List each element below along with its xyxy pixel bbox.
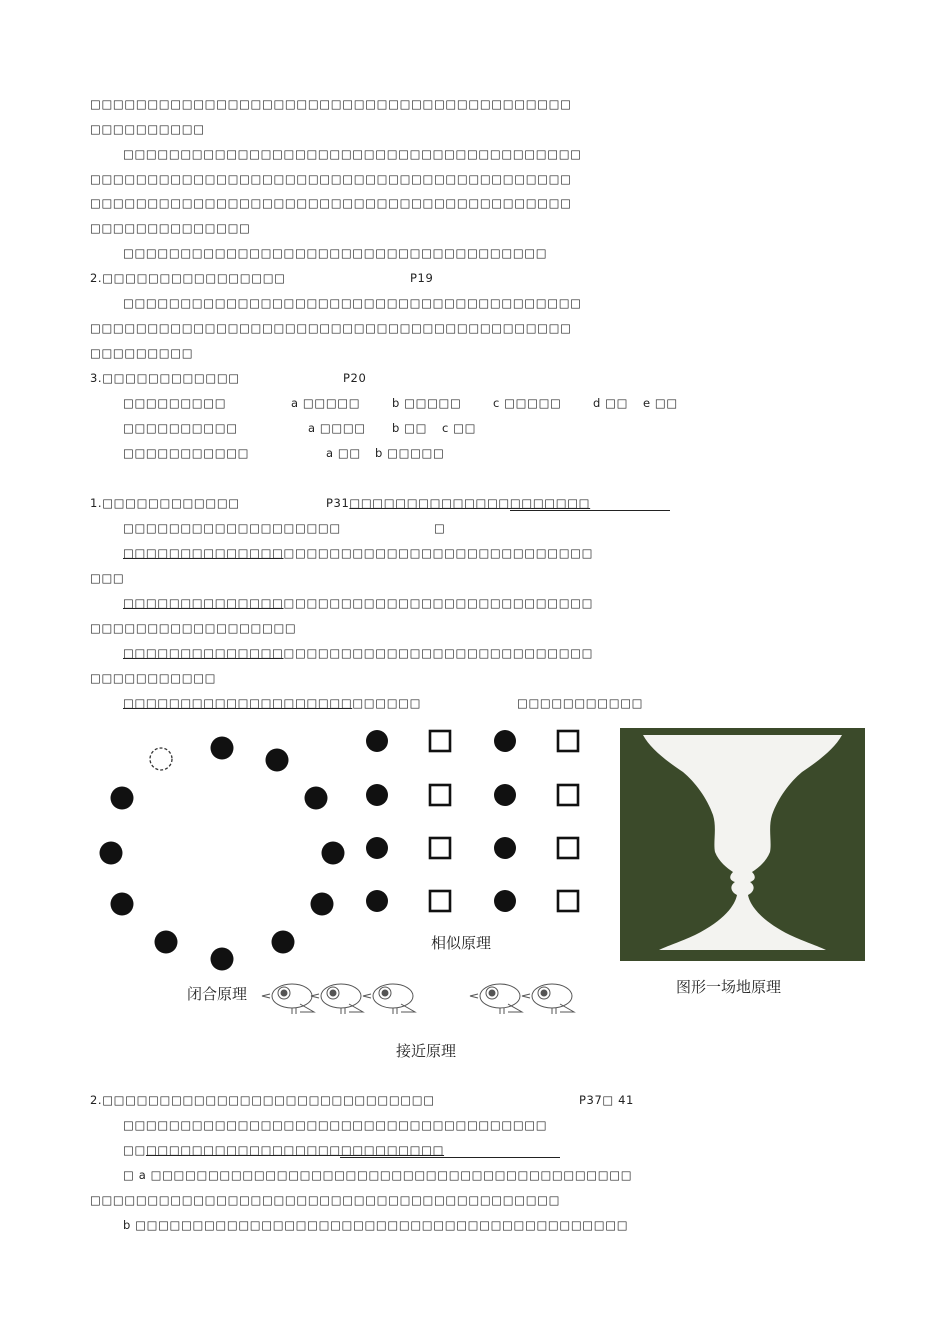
dot <box>100 842 123 865</box>
option-a: a □□ <box>326 446 361 460</box>
text-line: □ <box>434 521 446 535</box>
figure-ground-image <box>620 728 865 961</box>
section-heading <box>90 1093 435 1107</box>
page-number: P31 <box>326 496 350 510</box>
text-line: □□□□□□□□□□□□□□□□□□□□□□□□□□□□□□□□□□□□□□□□□ <box>90 1193 561 1207</box>
page-reference: P37□ 41 <box>579 1093 634 1107</box>
text-rest: □□□□□□□□□□□□□□□□□□□□□□□□□□□ <box>283 596 594 610</box>
dot <box>155 931 178 954</box>
option-row-label: □□□□□□□□□□ <box>123 421 238 435</box>
square <box>558 891 578 911</box>
blank-underline <box>340 1157 560 1158</box>
text-rest: □□□□□□ <box>352 696 422 710</box>
dot <box>366 837 388 859</box>
dot <box>311 893 334 916</box>
square <box>558 838 578 858</box>
text-line: □□□□□□□□□□□ <box>517 696 644 710</box>
bird-icon <box>262 984 314 1014</box>
text-line: □□□□□□□□□□□ <box>90 671 217 685</box>
dot <box>494 784 516 806</box>
square <box>430 838 450 858</box>
underlined-term: □□□□□□□□□□□□□□ <box>123 596 284 610</box>
heading-number: 3. <box>90 371 103 385</box>
underlined-term: □□□□□□□□□□□□□□□□□□□□ <box>123 696 353 710</box>
text-line: □□□□□□□□□□□□□□□□□□□□□□□□□□□□□□□□□□□□□□□□ <box>123 296 582 310</box>
text-line: □□□□□□□□□□□□□□□□□□□□□□□□□□□□□□□□□□□□□□□□□□ <box>90 321 572 335</box>
dot <box>211 737 234 760</box>
bird-icon <box>522 984 574 1014</box>
square <box>558 731 578 751</box>
text-line: □□□□□□□□□□□□□□ <box>90 221 251 235</box>
option-b: b □□□□□ <box>375 446 445 460</box>
text-line: □□□□□□□□□□□□□□□□□□□□□□□□□□□□□□□□□□□□□ <box>123 246 548 260</box>
text-rest: □□□□□□□□□□□□□□□□□□□□□□□□□□□ <box>283 546 594 560</box>
option-d: d □□ <box>593 396 629 410</box>
dot <box>366 730 388 752</box>
bird-icon <box>470 984 522 1014</box>
option-row-label: □□□□□□□□□ <box>123 396 227 410</box>
text-line: □□□□□□□□□□□□□□□□□□□□□□□□□□□□□□□□□□□□□□□□ <box>123 147 582 161</box>
text-line: □ a □□□□□□□□□□□□□□□□□□□□□□□□□□□□□□□□□□□□□□□□□□ <box>123 1168 633 1182</box>
dot <box>111 893 134 916</box>
heading-text: □□□□□□□□□□□□□□□□ <box>102 271 286 285</box>
option-a: a □□□□ <box>308 421 366 435</box>
underlined-term: □□□□□□□□□□□□□□ <box>123 646 284 660</box>
text-line: □□□□□□□□□□ <box>90 122 205 136</box>
square <box>558 785 578 805</box>
bird-icon <box>363 984 415 1014</box>
text-line: □□□□□□□□□□□□□□□□□□□□□□□□□□□□□□□□□□□□□□□□□□ <box>90 172 572 186</box>
text-line: □□□□□□□□□□□□□□□□□□□□□□□□□□□□□□□□□□□□□□□□□□ <box>90 97 572 111</box>
dot <box>494 890 516 912</box>
dot <box>366 890 388 912</box>
dot <box>322 842 345 865</box>
closure-label: 闭合原理 <box>187 985 248 1003</box>
dot <box>111 787 134 810</box>
heading-number: 2. <box>90 271 103 285</box>
text-prefix: □□ <box>123 1143 146 1157</box>
text-rest: □□□□□□□□□□□□□□□□□□□□□□□□□□□ <box>283 646 594 660</box>
text-line: □□□□□□□□□□□□□□□□□□□□□□□□□□□□□□□□□□□□□ <box>123 1118 548 1132</box>
dot <box>272 931 295 954</box>
closure-circle <box>100 737 345 971</box>
heading-number: 2. <box>90 1093 103 1107</box>
dot <box>494 730 516 752</box>
page-reference: P20 <box>343 371 367 385</box>
option-c: c □□ <box>442 421 477 435</box>
option-e: e □□ <box>643 396 678 410</box>
dot <box>305 787 328 810</box>
square <box>430 731 450 751</box>
option-c: c □□□□□ <box>493 396 562 410</box>
proximity-label: 接近原理 <box>396 1042 457 1060</box>
similarity-grid <box>366 730 578 912</box>
dot <box>266 749 289 772</box>
dot <box>494 837 516 859</box>
underlined-text: □□□□□□□□□□□□□□□□□□□□□ <box>349 496 591 510</box>
proximity-birds <box>262 984 574 1014</box>
heading-number: 1. <box>90 496 103 510</box>
text-line: b □□□□□□□□□□□□□□□□□□□□□□□□□□□□□□□□□□□□□□□□□□□ <box>123 1218 629 1232</box>
dashed-dot <box>150 748 172 770</box>
page-reference: P19 <box>410 271 434 285</box>
bird-icon <box>311 984 363 1014</box>
figure-ground-label: 图形一场地原理 <box>676 978 782 996</box>
dot <box>211 948 234 971</box>
option-b: b □□□□□ <box>392 396 462 410</box>
text-line: □□□□□□□□□□□□□□□□□□□□□□□□□□□□□□□□□□□□□□□□□□ <box>90 196 572 210</box>
square <box>430 891 450 911</box>
text-line: □□□ <box>90 571 125 585</box>
square <box>430 785 450 805</box>
dot <box>366 784 388 806</box>
text-line: □□□□□□□□□ <box>90 346 194 360</box>
text-line: □□□□□□□□□□□□□□□□□□ <box>90 621 297 635</box>
option-b: b □□ <box>392 421 428 435</box>
heading-text: □□□□□□□□□□□□□□□□□□□□□□□□□□□□□ <box>102 1093 435 1107</box>
option-a: a □□□□□ <box>291 396 361 410</box>
text-line: □□□□□□□□□□□□□□□□□□□ <box>123 521 341 535</box>
option-row-label: □□□□□□□□□□□ <box>123 446 250 460</box>
underlined-term: □□□□□□□□□□□□□□ <box>123 546 284 560</box>
heading-text: □□□□□□□□□□□□ <box>102 371 240 385</box>
underlined-text: □□□□□□□□□□□□□□□□□□□□□□□□□□ <box>145 1143 445 1157</box>
similarity-label: 相似原理 <box>431 934 492 952</box>
heading-text: □□□□□□□□□□□□ <box>102 496 240 510</box>
text-line <box>123 1143 444 1157</box>
